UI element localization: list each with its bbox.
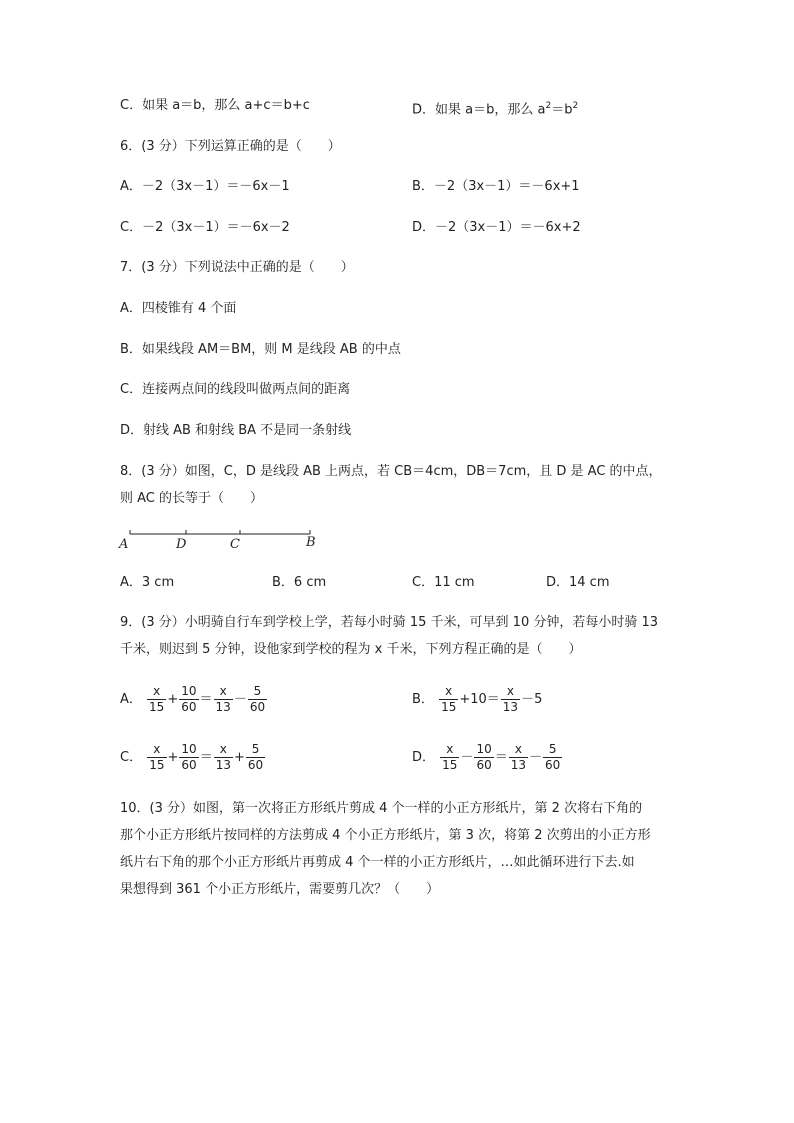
- q10-stem-line2: 那个小正方形纸片按同样的方法剪成 4 个小正方形纸片，第 3 次，将第 2 次剪出的小正方形: [120, 828, 651, 843]
- q5-d-exp1: 2: [545, 101, 552, 111]
- q5-d-exp2: 2: [572, 101, 579, 111]
- fraction: $\frac{5}{60}$: [249, 684, 266, 714]
- point-label-b: B: [306, 535, 316, 550]
- option-label: A．: [120, 692, 142, 707]
- fraction: $\frac{x}{15}$: [149, 742, 165, 772]
- q10-stem-line1: 10．(3 分）如图，第一次将正方形纸片剪成 4 个一样的小正方形纸片，第 2 次将右下角的: [120, 801, 643, 816]
- q5-d-pre: D．如果 a＝b，那么 a: [412, 102, 546, 118]
- fraction: $\frac{x}{13}$: [215, 742, 231, 772]
- fraction: $\frac{x}{13}$: [502, 684, 519, 714]
- fraction: $\frac{x}{15}$: [149, 684, 165, 714]
- q6-option-d[interactable]: D．－2（3x－1）＝－6x+2: [412, 220, 581, 235]
- fraction: $\frac{x}{15}$: [442, 742, 458, 772]
- q8-option-c[interactable]: C．11 cm: [412, 575, 475, 590]
- option-label: C．: [120, 750, 143, 765]
- q8-stem-line2: 则 AC 的长等于（ ）: [120, 491, 264, 506]
- q9-option-d[interactable]: D． $\frac{x}{15}$ － $\frac{10}{60}$ ＝ $\frac{x}{13}$ － $\frac{5}{60}$: [412, 742, 561, 772]
- q9-option-c[interactable]: C． $\frac{x}{15}$ + $\frac{10}{60}$ ＝ $\frac{x}{13}$ + $\frac{5}{60}$: [120, 742, 264, 772]
- q10-stem-line4: 果想得到 361 个小正方形纸片，需要剪几次？（ ）: [120, 882, 440, 897]
- fraction: $\frac{x}{13}$: [510, 742, 527, 772]
- fraction: $\frac{10}{60}$: [476, 742, 492, 772]
- q8-option-a[interactable]: A．3 cm: [120, 575, 175, 590]
- q6-option-b[interactable]: B．－2（3x－1）＝－6x+1: [412, 179, 580, 194]
- q7-option-a[interactable]: A．四棱锥有 4 个面: [120, 301, 237, 316]
- q9-option-a[interactable]: A． $\frac{x}{15}$ + $\frac{10}{60}$ ＝ $\frac{x}{13}$ － $\frac{5}{60}$: [120, 684, 266, 714]
- point-label-d: D: [176, 537, 187, 552]
- point-label-c: C: [230, 537, 240, 552]
- fraction: $\frac{10}{60}$: [181, 742, 197, 772]
- fraction: $\frac{x}{13}$: [215, 684, 231, 714]
- fraction: $\frac{5}{60}$: [247, 742, 264, 772]
- q8-stem-line1: 8．(3 分）如图，C，D 是线段 AB 上两点，若 CB＝4cm，DB＝7cm，且 D 是 AC 的中点，: [120, 464, 662, 479]
- q8-line-segment-figure: [112, 524, 332, 564]
- q6-stem: 6．(3 分）下列运算正确的是（ ）: [120, 139, 341, 154]
- q10-stem-line3: 纸片右下角的那个小正方形纸片再剪成 4 个一样的小正方形纸片，…如此循环进行下去.如: [120, 855, 635, 870]
- q9-stem-line2: 千米，则迟到 5 分钟，设他家到学校的程为 x 千米，下列方程正确的是（ ）: [120, 642, 582, 657]
- q5-d-mid: ＝b: [551, 102, 573, 118]
- q7-stem: 7．(3 分）下列说法中正确的是（ ）: [120, 260, 354, 275]
- fraction: $\frac{x}{15}$: [441, 684, 457, 714]
- q5-option-c[interactable]: C．如果 a＝b，那么 a+c＝b+c: [120, 98, 310, 113]
- q8-option-d[interactable]: D．14 cm: [546, 575, 610, 590]
- option-label: D．: [412, 750, 436, 765]
- q7-option-b[interactable]: B．如果线段 AM＝BM，则 M 是线段 AB 的中点: [120, 342, 401, 357]
- fraction: $\frac{10}{60}$: [181, 684, 197, 714]
- q9-option-b[interactable]: B． $\frac{x}{15}$ +10＝ $\frac{x}{13}$ －5: [412, 684, 543, 714]
- q6-option-a[interactable]: A．－2（3x－1）＝－6x－1: [120, 179, 290, 194]
- q8-option-b[interactable]: B．6 cm: [272, 575, 327, 590]
- q7-option-d[interactable]: D．射线 AB 和射线 BA 不是同一条射线: [120, 423, 352, 438]
- option-label: B．: [412, 692, 434, 707]
- point-label-a: A: [119, 537, 129, 552]
- q5-option-d[interactable]: [412, 97, 578, 119]
- q9-stem-line1: 9．(3 分）小明骑自行车到学校上学，若每小时骑 15 千米，可早到 10 分钟，若每小时骑 13: [120, 615, 659, 630]
- q6-option-c[interactable]: C．－2（3x－1）＝－6x－2: [120, 220, 290, 235]
- q7-option-c[interactable]: C．连接两点间的线段叫做两点间的距离: [120, 382, 351, 397]
- fraction: $\frac{5}{60}$: [545, 742, 561, 772]
